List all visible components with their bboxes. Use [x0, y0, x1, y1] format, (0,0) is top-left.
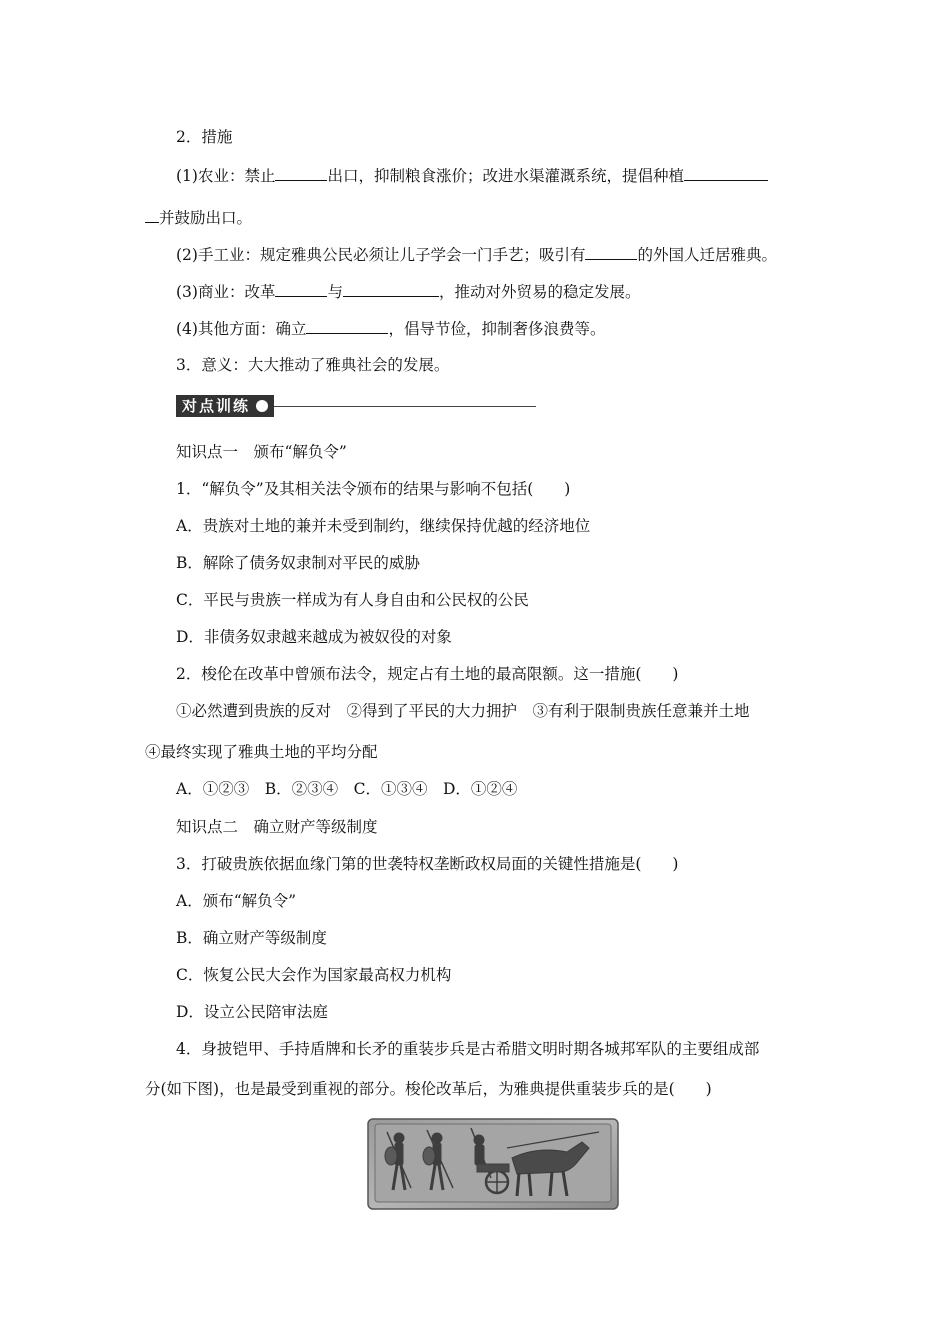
comm-text-a: (3)商业：改革	[176, 283, 276, 301]
blank-5[interactable]	[343, 281, 439, 297]
blank-6[interactable]	[306, 318, 388, 334]
craft-line	[176, 244, 777, 265]
q1-option-b[interactable]: B．解除了债务奴隶制对平民的威胁	[176, 554, 420, 572]
q4-stem-line-2: 分(如下图)，也是最受到重视的部分。梭伦改革后，为雅典提供重装步兵的是( )	[145, 1080, 712, 1098]
craft-text-a: (2)手工业：规定雅典公民必须让儿子学会一门手艺；吸引有	[176, 246, 586, 264]
practice-banner	[176, 395, 536, 417]
blank-1[interactable]	[275, 165, 327, 181]
craft-text-b: 的外国人迁居雅典。	[637, 246, 777, 264]
q3-stem: 3．打破贵族依据血缘门第的世袭特权垄断政权局面的关键性措施是( )	[176, 855, 679, 873]
q2-items-line-1: ①必然遭到贵族的反对 ②得到了平民的大力拥护 ③有利于限制贵族任意兼并土地	[176, 702, 750, 720]
q3-option-d[interactable]: D．设立公民陪审法庭	[176, 1003, 328, 1021]
q4-stem-line-1: 4．身披铠甲、手持盾牌和长矛的重装步兵是古希腊文明时期各城邦军队的主要组成部	[176, 1040, 760, 1058]
blank-2-cont[interactable]	[145, 207, 159, 223]
agri-line	[176, 165, 768, 186]
commerce-line	[176, 281, 641, 302]
hoplite-relief-image	[367, 1118, 619, 1210]
q3-option-a[interactable]: A．颁布“解负令”	[176, 892, 297, 910]
agri-text-a: (1)农业：禁止	[176, 167, 276, 185]
blank-3[interactable]	[585, 244, 637, 260]
other-text-a: (4)其他方面：确立	[176, 320, 307, 338]
section-heading-measures: 2．措施	[176, 128, 233, 146]
blank-2[interactable]	[684, 165, 768, 181]
q3-option-b[interactable]: B．确立财产等级制度	[176, 929, 327, 947]
q2-stem: 2．梭伦在改革中曾颁布法令，规定占有土地的最高限额。这一措施( )	[176, 665, 679, 683]
q1-stem: 1．“解负令”及其相关法令颁布的结果与影响不包括( )	[176, 480, 571, 498]
banner-rule	[274, 406, 536, 407]
comm-text-b: 与	[327, 283, 343, 301]
q1-option-c[interactable]: C．平民与贵族一样成为有人身自由和公民权的公民	[176, 591, 529, 609]
agri-text-b: 出口，抑制粮食涨价；改进水渠灌溉系统，提倡种植	[327, 167, 684, 185]
knowledge-point-2: 知识点二 确立财产等级制度	[176, 818, 378, 836]
comm-text-c: ，推动对外贸易的稳定发展。	[438, 283, 641, 301]
practice-banner-label: 对点训练	[182, 397, 251, 415]
q3-option-c[interactable]: C．恢复公民大会作为国家最高权力机构	[176, 966, 452, 984]
q2-options[interactable]: A．①②③ B．②③④ C．①③④ D．①②④	[176, 780, 518, 798]
knowledge-point-1: 知识点一 颁布“解负令”	[176, 443, 347, 461]
blank-4[interactable]	[275, 281, 327, 297]
bullet-dot-icon	[256, 400, 268, 412]
significance-line: 3．意义：大大推动了雅典社会的发展。	[176, 356, 450, 374]
q2-items-line-2: ④最终实现了雅典土地的平均分配	[145, 743, 378, 761]
agri-text-c: 并鼓励出口。	[159, 209, 253, 227]
practice-banner-tag	[176, 395, 274, 417]
agri-line-2	[145, 207, 252, 228]
q1-option-d[interactable]: D．非债务奴隶越来越成为被奴役的对象	[176, 628, 452, 646]
other-text-b: ，倡导节俭，抑制奢侈浪费等。	[388, 320, 606, 338]
q1-option-a[interactable]: A．贵族对土地的兼并未受到制约，继续保持优越的经济地位	[176, 517, 591, 535]
other-line	[176, 318, 605, 339]
